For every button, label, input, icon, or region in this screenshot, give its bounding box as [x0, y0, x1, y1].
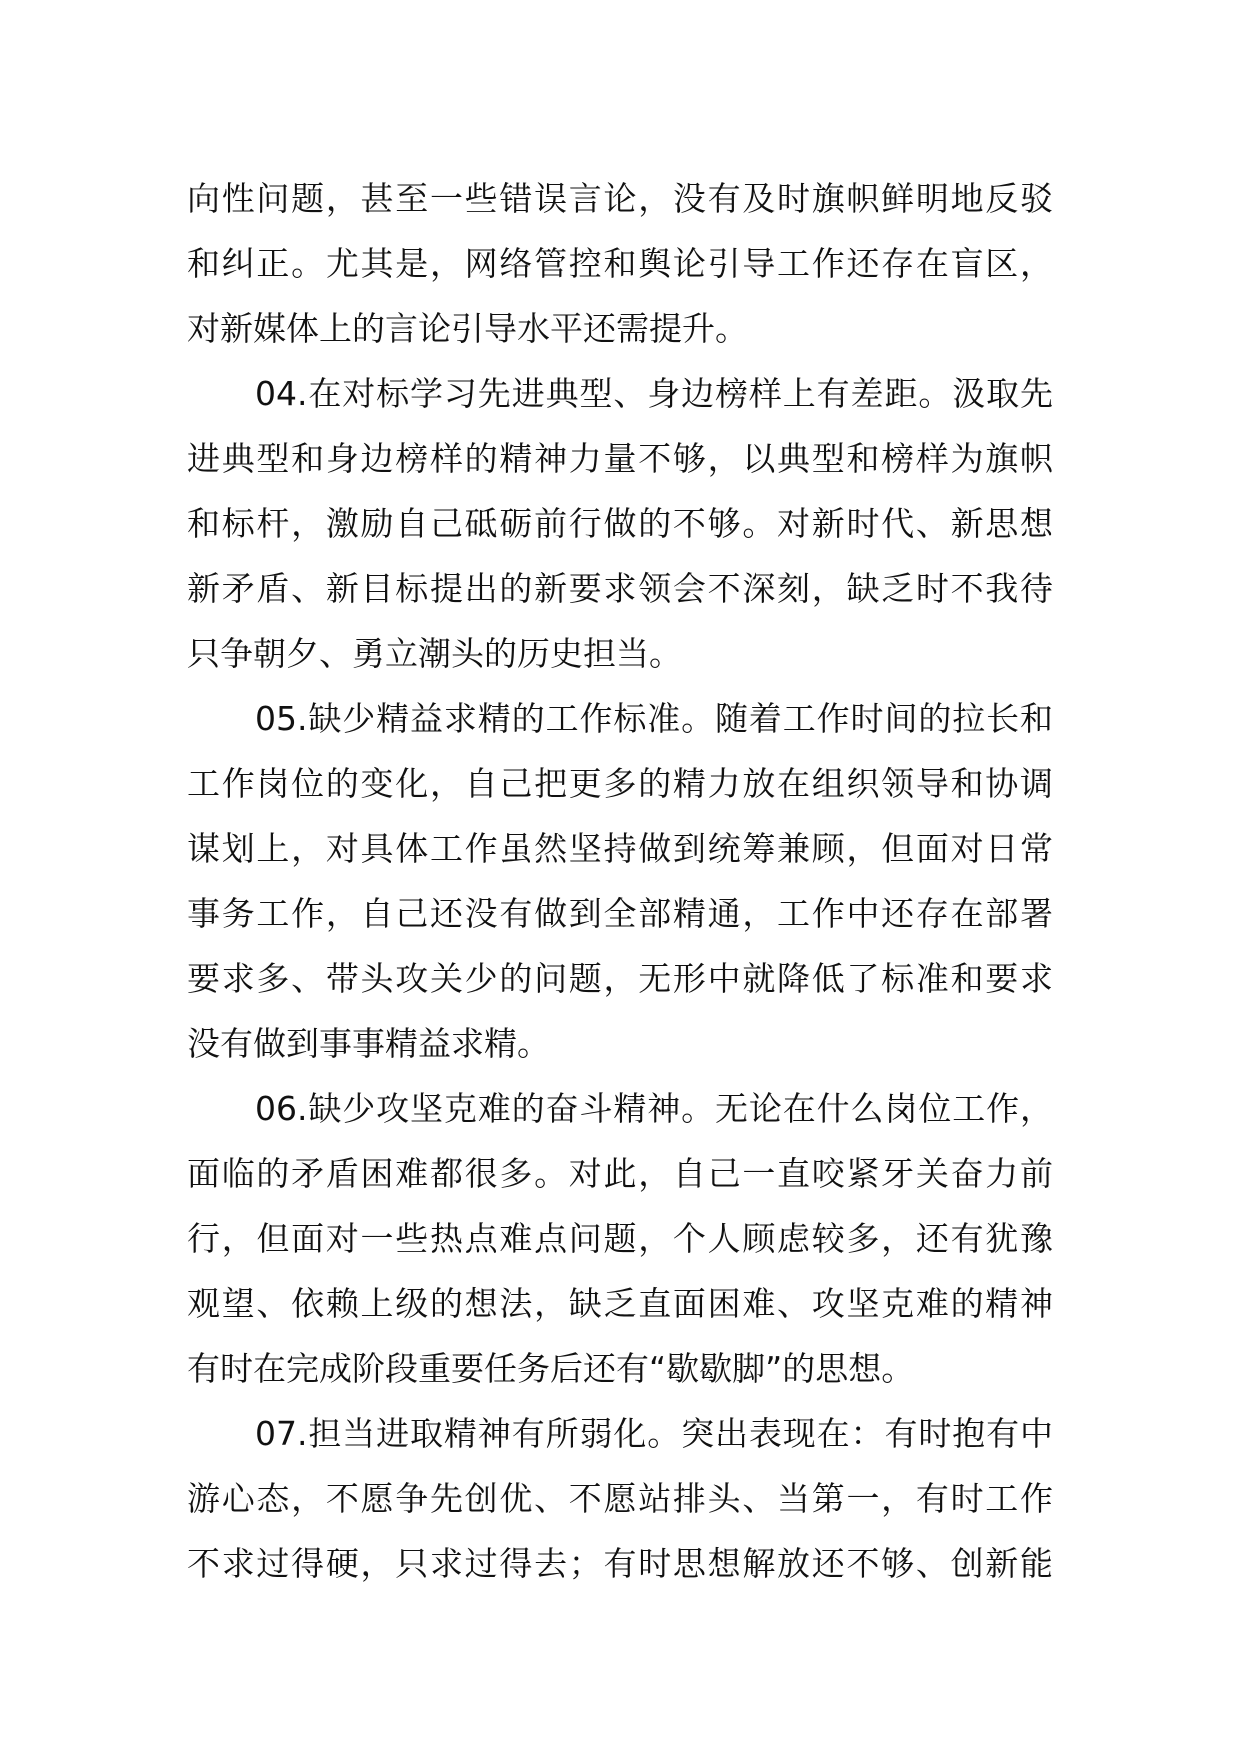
text-line: 有时在完成阶段重要任务后还有“歇歇脚”的思想。 [187, 1349, 915, 1388]
document-body [187, 166, 1053, 1596]
text-line: 和纠正。尤其是，网络管控和舆论引导工作还存在盲区， [187, 244, 1053, 283]
text-line: 行，但面对一些热点难点问题，个人顾虑较多，还有犹豫 [187, 1219, 1053, 1258]
text-line: 观望、依赖上级的想法，缺乏直面困难、攻坚克难的精神 [187, 1284, 1053, 1323]
text-line: 事务工作，自己还没有做到全部精通，工作中还存在部署 [187, 894, 1053, 933]
text-line: 对新媒体上的言论引导水平还需提升。 [187, 309, 748, 348]
paragraph-04-heading-line: 04.在对标学习先进典型、身边榜样上有差距。汲取先 [255, 374, 1053, 413]
text-line: 向性问题，甚至一些错误言论，没有及时旗帜鲜明地反驳 [187, 179, 1053, 218]
text-line: 和标杆，激励自己砥砺前行做的不够。对新时代、新思想 [187, 504, 1053, 543]
paragraph-07-heading-line: 07.担当进取精神有所弱化。突出表现在：有时抱有中 [255, 1414, 1053, 1453]
text-line: 只争朝夕、勇立潮头的历史担当。 [187, 634, 682, 673]
text-line: 不求过得硬，只求过得去；有时思想解放还不够、创新能 [187, 1544, 1053, 1583]
text-line: 游心态，不愿争先创优、不愿站排头、当第一，有时工作 [187, 1479, 1053, 1518]
text-line: 面临的矛盾困难都很多。对此，自己一直咬紧牙关奋力前 [187, 1154, 1053, 1193]
text-line: 要求多、带头攻关少的问题，无形中就降低了标准和要求 [187, 959, 1053, 998]
text-line: 谋划上，对具体工作虽然坚持做到统筹兼顾，但面对日常 [187, 829, 1053, 868]
paragraph-05-heading-line: 05.缺少精益求精的工作标准。随着工作时间的拉长和 [255, 699, 1053, 738]
text-line: 进典型和身边榜样的精神力量不够，以典型和榜样为旗帜 [187, 439, 1053, 478]
text-line: 新矛盾、新目标提出的新要求领会不深刻，缺乏时不我待 [187, 569, 1053, 608]
paragraph-06-heading-line: 06.缺少攻坚克难的奋斗精神。无论在什么岗位工作， [255, 1089, 1053, 1128]
text-line: 工作岗位的变化，自己把更多的精力放在组织领导和协调 [187, 764, 1053, 803]
text-line: 没有做到事事精益求精。 [187, 1024, 550, 1063]
